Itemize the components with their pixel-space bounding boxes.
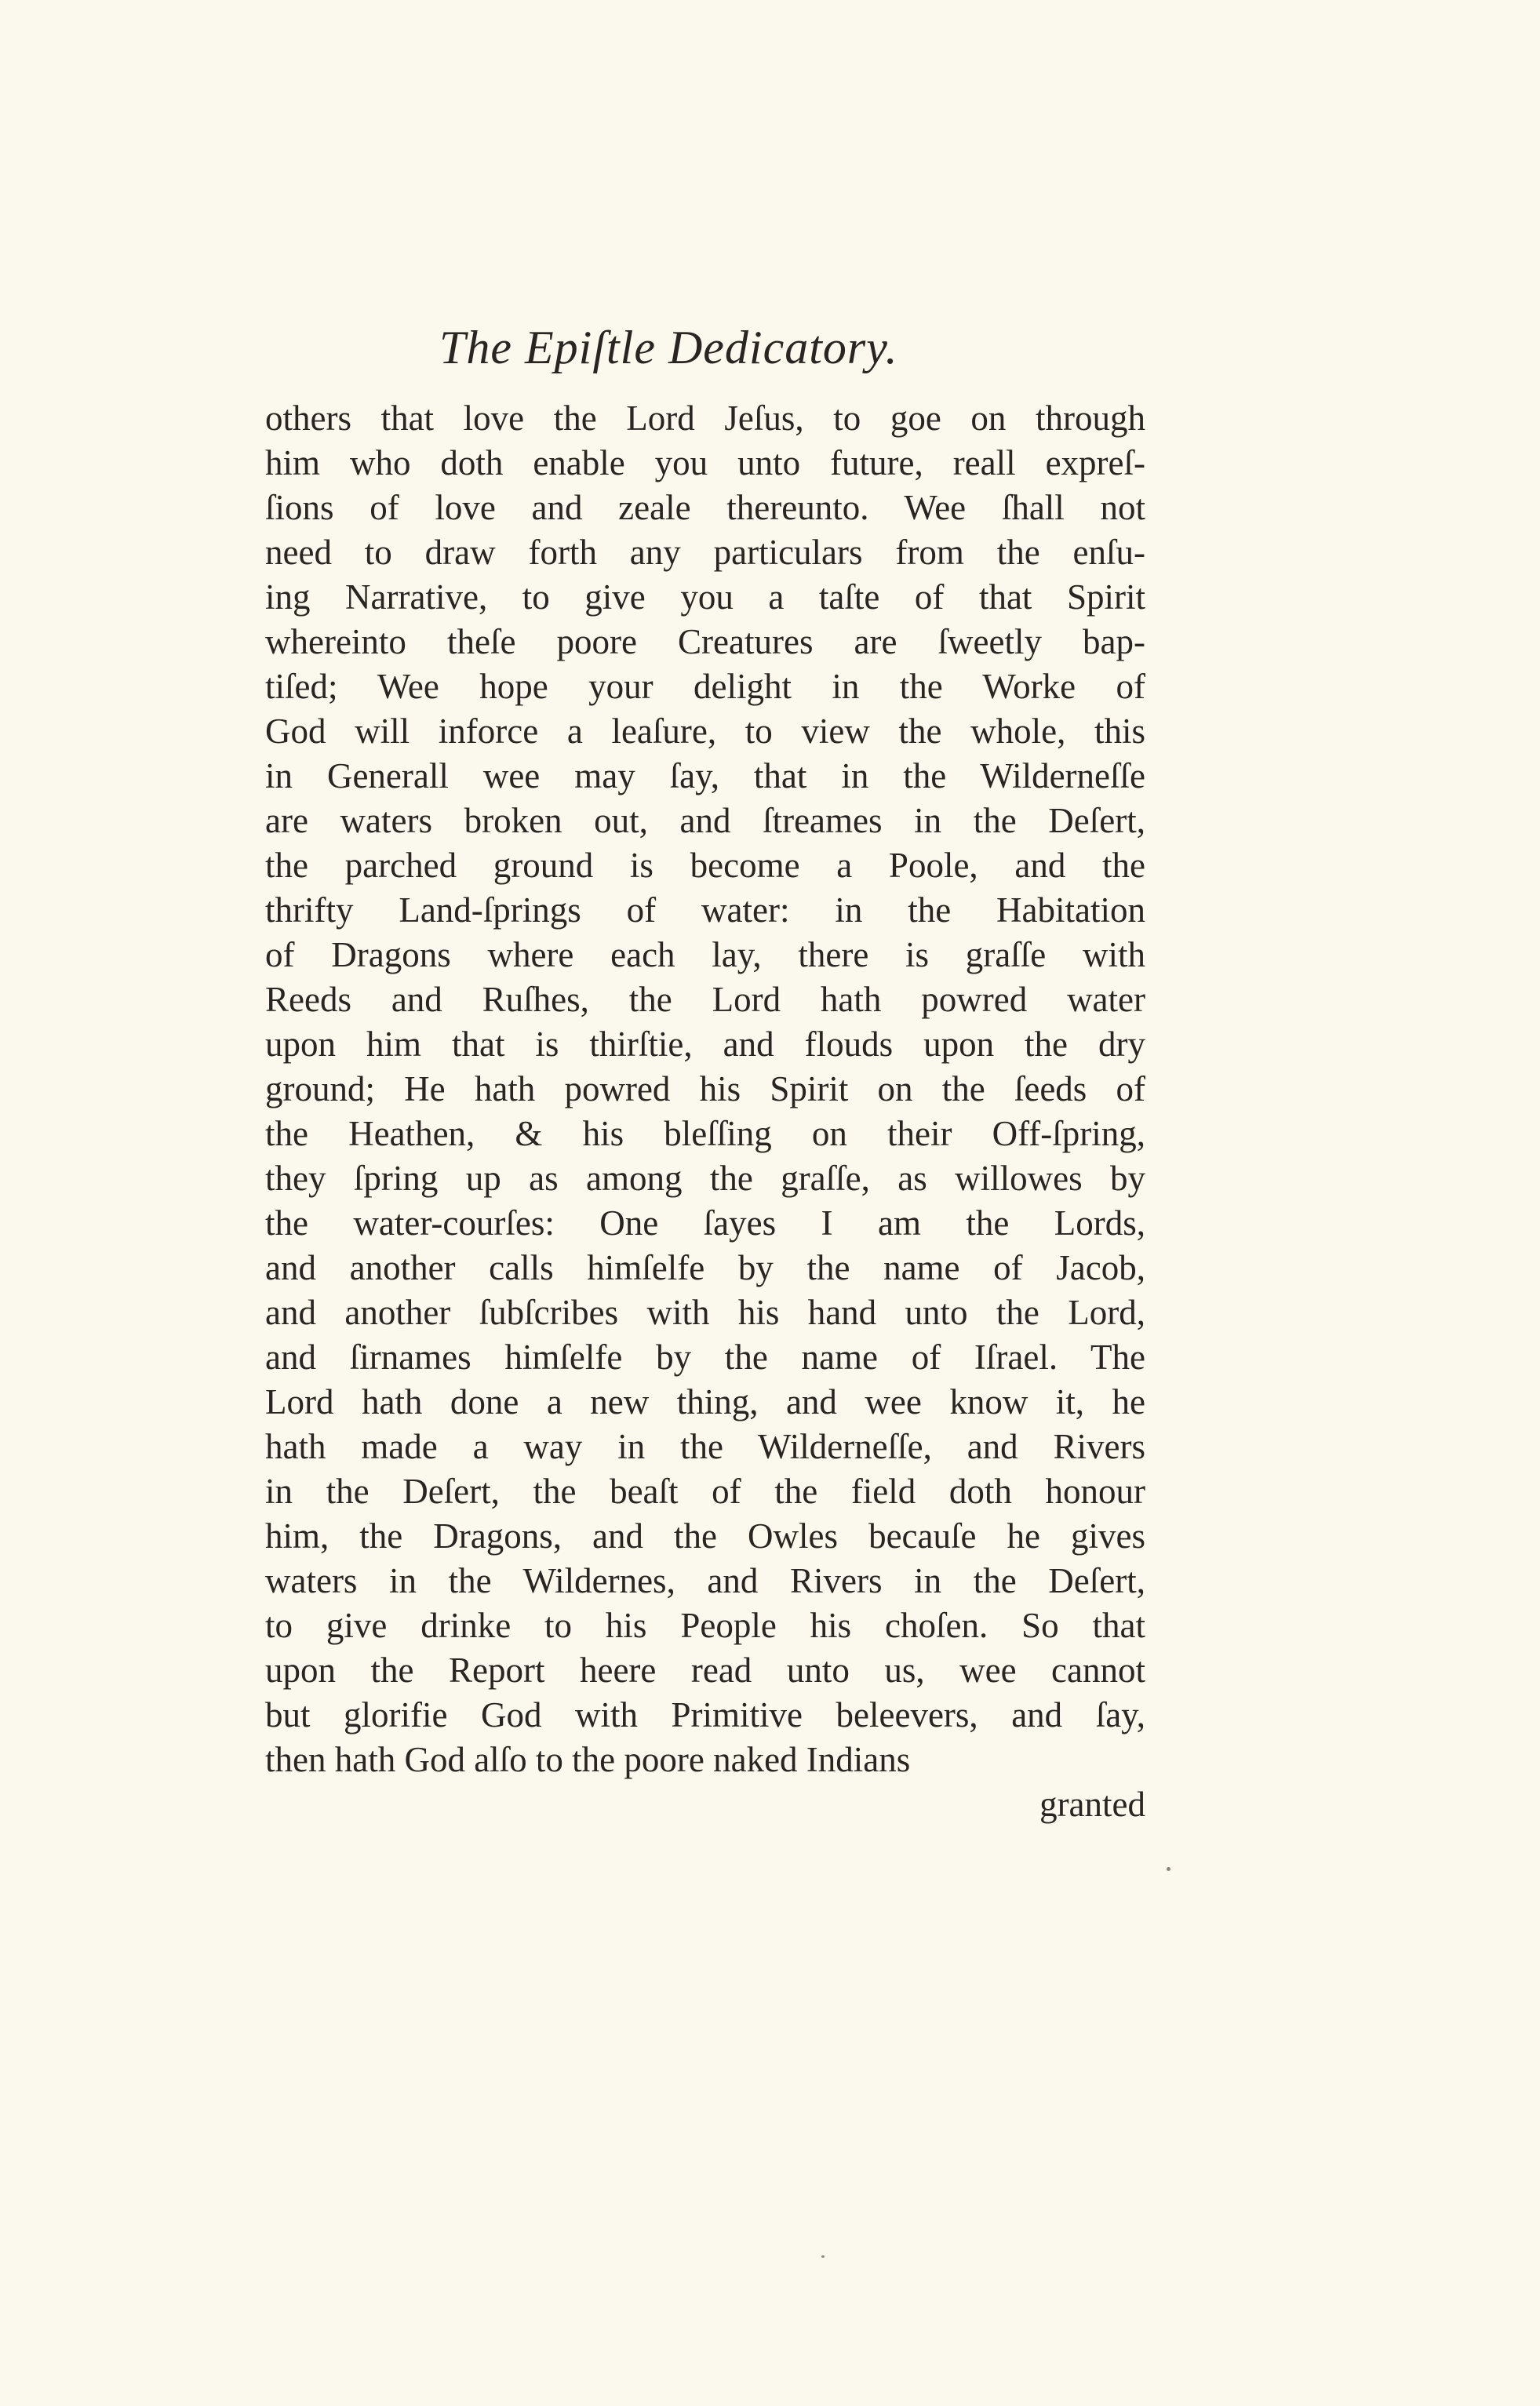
text-line: ſions of love and zeale thereunto. Wee ſhall not (265, 488, 1145, 527)
paper-speck (1167, 1867, 1170, 1871)
text-line: they ſpring up as among the graſſe, as willowes by (265, 1159, 1145, 1198)
text-line: hath made a way in the Wilderneſſe, and Rivers (265, 1427, 1145, 1466)
text-line: and another ſubſcribes with his hand unto the Lord, (265, 1293, 1145, 1332)
text-line: but glorifie God with Primitive beleevers, and ſay, (265, 1695, 1145, 1734)
text-line: thrifty Land-ſprings of water: in the Habitation (265, 890, 1145, 930)
text-line: him, the Dragons, and the Owles becauſe he gives (265, 1516, 1145, 1556)
text-line: tiſed; Wee hope your delight in the Worke of (265, 667, 1145, 706)
text-line: the Heathen, & his bleſſing on their Off-ſpring, (265, 1114, 1145, 1153)
text-line: others that love the Lord Jeſus, to goe on through (265, 399, 1145, 438)
text-line: the water-courſes: One ſayes I am the Lords, (265, 1203, 1145, 1243)
text-line: and ſirnames himſelfe by the name of Iſrael. The (265, 1338, 1145, 1377)
text-line: him who doth enable you unto future, reall expreſ- (265, 443, 1145, 482)
text-line: to give drinke to his People his choſen. So that (265, 1606, 1145, 1645)
text-line: are waters broken out, and ſtreames in the Deſert, (265, 801, 1145, 840)
text-line: upon him that is thirſtie, and flouds upon the dry (265, 1025, 1145, 1064)
text-line: God will inforce a leaſure, to view the whole, this (265, 712, 1145, 751)
catchword: granted (1039, 1785, 1145, 1824)
text-line: then hath God alſo to the poore naked Indians (265, 1740, 911, 1779)
text-line: whereinto theſe poore Creatures are ſweetly bap- (265, 622, 1145, 661)
text-line: and another calls himſelfe by the name of Jacob, (265, 1248, 1145, 1287)
text-line: Lord hath done a new thing, and wee know it, he (265, 1382, 1145, 1421)
paper-speck (821, 2255, 825, 2258)
text-line: need to draw forth any particulars from the enſu- (265, 533, 1145, 572)
running-head: The Epiſtle Dedicatory. (439, 322, 898, 373)
text-line: ground; He hath powred his Spirit on the ſeeds of (265, 1069, 1145, 1108)
text-line: of Dragons where each lay, there is graſſe with (265, 935, 1145, 974)
text-line: the parched ground is become a Poole, and the (265, 846, 1145, 885)
text-line: ing Narrative, to give you a taſte of that Spirit (265, 577, 1145, 617)
text-line: waters in the Wildernes, and Rivers in the Deſert, (265, 1561, 1145, 1600)
text-line: in the Deſert, the beaſt of the field doth honour (265, 1472, 1145, 1511)
text-line: Reeds and Ruſhes, the Lord hath powred water (265, 980, 1145, 1019)
body-text (265, 396, 1145, 1827)
text-line: in Generall wee may ſay, that in the Wilderneſſe (265, 756, 1145, 795)
text-line: upon the Report heere read unto us, wee cannot (265, 1651, 1145, 1690)
